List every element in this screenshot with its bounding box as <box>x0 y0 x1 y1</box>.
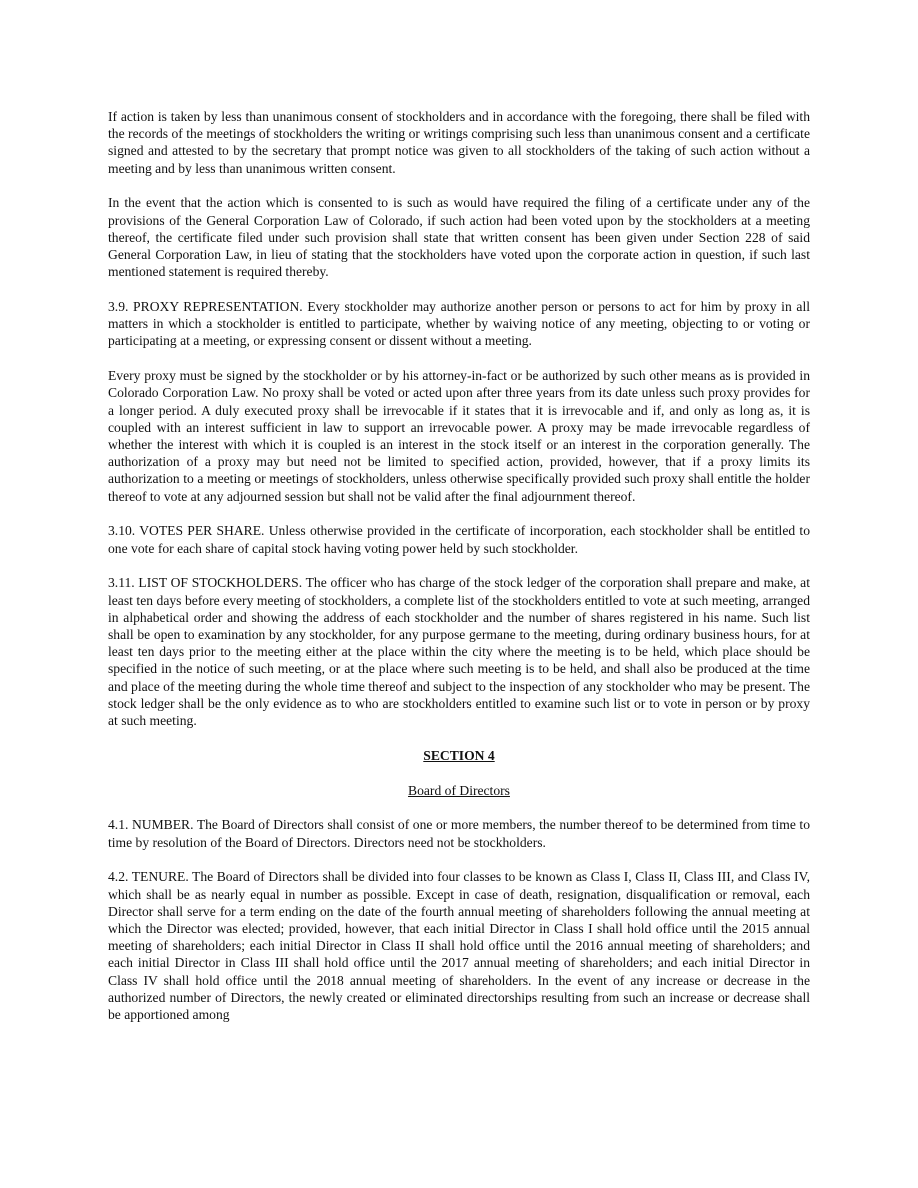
paragraph-list-of-stockholders: 3.11. LIST OF STOCKHOLDERS. The officer who has charge of the stock ledger of the corporation shall prepare and make, at least ten days before every meeting of stockholders, a complete list of the stockholders entitled to vote at such meeting, arranged in alphabetical order and showing the address of each stockholder and the number of shares registered in his name. Such list shall be open to examination by any stockholder, for any purpose germane to the meeting, during ordinary business hours, for at least ten days prior to the meeting either at the place within the city where the meeting is to be held, which place should be specified in the notice of such meeting, or at the place where such meeting is to be held, and shall also be produced at the time and place of the meeting during the whole time thereof and subject to the inspection of any stockholder who may be present. The stock ledger shall be the only evidence as to who are stockholders entitled to examine such list or to vote in person or by proxy at such meeting. <box>108 575 810 729</box>
section-subheading-wrap <box>108 782 810 799</box>
document-page <box>108 108 810 1041</box>
paragraph-proxy-signing: Every proxy must be signed by the stockholder or by his attorney-in-fact or be authorized by such other means as is provided in Colorado Corporation Law. No proxy shall be voted or acted upon after three years from its date unless such proxy provides for a longer period. A duly executed proxy shall be irrevocable if it states that it is irrevocable and if, and only as long as, it is coupled with an interest sufficient in law to support an irrevocable power. A proxy may be made irrevocable regardless of whether the interest with which it is coupled is an interest in the stock itself or an interest in the corporation generally. The authorization of a proxy may but need not be limited to specified action, provided, however, that if a proxy limits its authorization to a meeting or meetings of stockholders, unless otherwise specifically provided such proxy shall entitle the holder thereof to vote at any adjourned session but shall not be valid after the final adjournment thereof. <box>108 368 810 504</box>
section-subheading: Board of Directors <box>408 782 510 798</box>
paragraph-proxy-representation: 3.9. PROXY REPRESENTATION. Every stockholder may authorize another person or persons to act for him by proxy in all matters in which a stockholder is entitled to participate, whether by waiving notice of any meeting, objecting to or voting or participating at a meeting, or expressing consent or dissent without a meeting. <box>108 299 810 349</box>
paragraph-tenure: 4.2. TENURE. The Board of Directors shall be divided into four classes to be known as Class I, Class II, Class III, and Class IV, which shall be as nearly equal in number as possible. Except in case of death, resignation, disqualification or removal, each Director shall serve for a term ending on the date of the fourth annual meeting of shareholders following the annual meeting at which the Director was elected; provided, however, that each initial Director in Class I shall hold office until the 2015 annual meeting of shareholders; each initial Director in Class II shall hold office until the 2016 annual meeting of shareholders; and each initial Director in Class III shall hold office until the 2017 annual meeting of shareholders; and each initial Director in Class IV shall hold office until the 2018 annual meeting of shareholders. In the event of any increase or decrease in the authorized number of Directors, the newly created or eliminated directorships resulting from such an increase or decrease shall be apportioned among <box>108 869 810 1023</box>
paragraph-consent-filing: If action is taken by less than unanimous consent of stockholders and in accordance with the foregoing, there shall be filed with the records of the meetings of stockholders the writing or writings comprising such less than unanimous consent and a certificate signed and attested to by the secretary that prompt notice was given to all stockholders of the taking of such action without a meeting and by less than unanimous written consent. <box>108 109 810 176</box>
paragraph-votes-per-share: 3.10. VOTES PER SHARE. Unless otherwise provided in the certificate of incorporation, each stockholder shall be entitled to one vote for each share of capital stock having voting power held by such stockholder. <box>108 523 810 556</box>
section-heading-wrap <box>108 747 810 764</box>
paragraph-number: 4.1. NUMBER. The Board of Directors shall consist of one or more members, the number thereof to be determined from time to time by resolution of the Board of Directors. Directors need not be stockholders. <box>108 817 810 850</box>
section-heading: SECTION 4 <box>423 747 495 763</box>
paragraph-certificate-filing: In the event that the action which is consented to is such as would have required the filing of a certificate under any of the provisions of the General Corporation Law of Colorado, if such action had been voted upon by the stockholders at a meeting thereof, the certificate filed under such provision shall state that written consent has been given under Section 228 of said General Corporation Law, in lieu of stating that the stockholders have voted upon the corporate action in question, if such last mentioned statement is required thereby. <box>108 195 810 280</box>
